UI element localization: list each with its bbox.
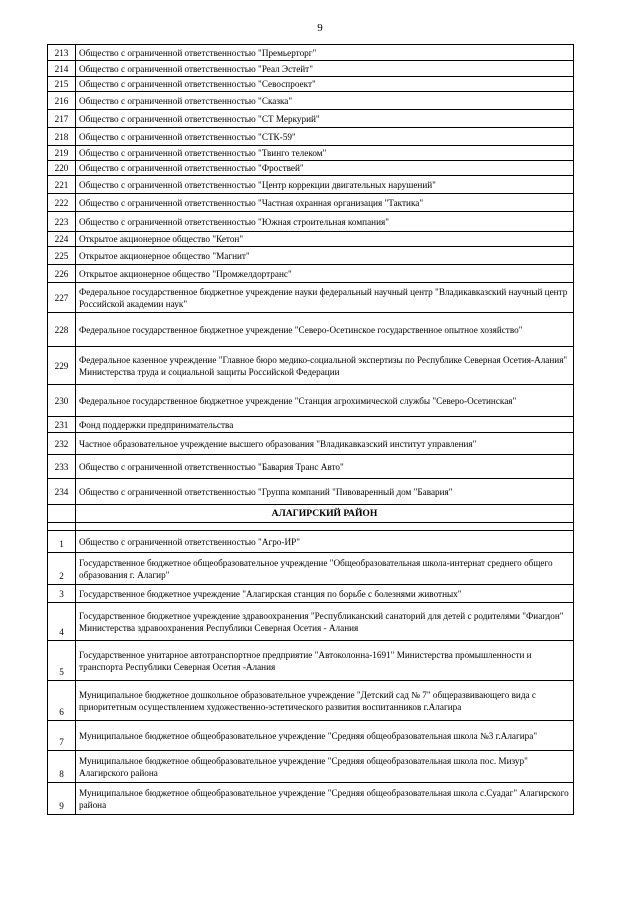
row-number: 221: [48, 176, 76, 194]
organization-name: Федеральное государственное бюджетное учреждение науки федеральный научный центр "Владикавказский научный центр Российской академии наук": [76, 283, 574, 313]
table-row: [48, 313, 574, 347]
organizations-table: [47, 44, 574, 815]
organization-name: Общество с ограниченной ответственностью "Группа компаний "Пивоваренный дом "Бавария": [76, 479, 574, 505]
table-row: [48, 110, 574, 128]
organization-name: Общество с ограниченной ответственностью "Бавария Транс Авто": [76, 455, 574, 479]
organization-name: Общество с ограниченной ответственностью "Премьерторг": [76, 45, 574, 61]
organization-name: Общество с ограниченной ответственностью "Сказка": [76, 92, 574, 110]
row-number: 216: [48, 92, 76, 110]
table-row: [48, 641, 574, 681]
row-number: 222: [48, 194, 76, 212]
section-header-row: [48, 505, 574, 523]
table-row: [48, 531, 574, 553]
section-title: АЛАГИРСКИЙ РАЙОН: [76, 505, 574, 523]
organization-name: Государственное бюджетное учреждение "Алагирская станция по борьбе с болезнями животных": [76, 585, 574, 603]
row-number: 230: [48, 385, 76, 417]
table-row: [48, 194, 574, 212]
table-row: [48, 455, 574, 479]
organization-name: Муниципальное бюджетное общеобразовательное учреждение "Средняя общеобразовательная школа пос. Мизур" Алагирского района: [76, 751, 574, 783]
row-number: 234: [48, 479, 76, 505]
blank-row: [48, 523, 574, 531]
alagir-district-list: [48, 531, 574, 815]
table-row: [48, 553, 574, 585]
row-number: 233: [48, 455, 76, 479]
table-row: [48, 479, 574, 505]
row-number: 220: [48, 161, 76, 176]
row-number: 6: [48, 681, 76, 721]
row-number: 9: [48, 783, 76, 815]
organization-name: Муниципальное бюджетное общеобразовательное учреждение "Средняя общеобразовательная школа с.Суадаг" Алагирского района: [76, 783, 574, 815]
section-header-group: [48, 505, 574, 531]
row-number: 5: [48, 641, 76, 681]
organization-name: Частное образовательное учреждение высшего образования "Владикавказский институт управления": [76, 433, 574, 455]
table-row: [48, 283, 574, 313]
organization-name: Открытое акционерное общество "Кетон": [76, 232, 574, 247]
table-row: [48, 603, 574, 641]
organization-name: Общество с ограниченной ответственностью "Фроствей": [76, 161, 574, 176]
row-number: 3: [48, 585, 76, 603]
organizations-list-continued: [48, 45, 574, 505]
table-row: [48, 265, 574, 283]
row-number: 226: [48, 265, 76, 283]
table-row: [48, 128, 574, 146]
table-row: [48, 45, 574, 61]
table-row: [48, 146, 574, 161]
table-row: [48, 347, 574, 385]
row-number: 232: [48, 433, 76, 455]
organization-name: Общество с ограниченной ответственностью "Частная охранная организация "Тактика": [76, 194, 574, 212]
row-number: 227: [48, 283, 76, 313]
table-row: [48, 751, 574, 783]
table-row: [48, 61, 574, 77]
row-number: 213: [48, 45, 76, 61]
table-row: [48, 232, 574, 247]
row-number: 215: [48, 77, 76, 92]
row-number: 1: [48, 531, 76, 553]
organization-name: Общество с ограниченной ответственностью "Севоспроект": [76, 77, 574, 92]
table-row: [48, 417, 574, 433]
row-number: 223: [48, 212, 76, 232]
table-row: [48, 783, 574, 815]
organization-name: Государственное унитарное автотранспортное предприятие "Автоколонна-1691" Министерства промышленности и транспорта Республики Северная Осетия -Алания: [76, 641, 574, 681]
row-number: 8: [48, 751, 76, 783]
row-number: 7: [48, 721, 76, 751]
organization-name: Общество с ограниченной ответственностью "СТ Меркурий": [76, 110, 574, 128]
organization-name: Муниципальное бюджетное дошкольное образовательное учреждение "Детский сад № 7" общеразвивающего вида с приоритетным осуществлением художественно-эстетического развития воспитанников г.Алагира: [76, 681, 574, 721]
page-number: 9: [317, 22, 323, 34]
organization-name: Общество с ограниченной ответственностью "Агро-ИР": [76, 531, 574, 553]
row-number: 4: [48, 603, 76, 641]
row-number: 217: [48, 110, 76, 128]
organization-name: Федеральное государственное бюджетное учреждение "Станция агрохимической службы "Северо-Осетинская": [76, 385, 574, 417]
row-number: 231: [48, 417, 76, 433]
section-header-num-cell: [48, 505, 76, 523]
organization-name: Федеральное казенное учреждение "Главное бюро медико-социальной экспертизы по Республике Северная Осетия-Алания" Министерства труда и социальной защиты Российской Федерации: [76, 347, 574, 385]
row-number: 218: [48, 128, 76, 146]
organization-name: Государственное бюджетное общеобразовательное учреждение "Общеобразовательная школа-интернат среднего общего образования г. Алагир": [76, 553, 574, 585]
row-number: 228: [48, 313, 76, 347]
table-row: [48, 721, 574, 751]
organization-name: Общество с ограниченной ответственностью "Реал Эстейт": [76, 61, 574, 77]
table-row: [48, 585, 574, 603]
row-number: 214: [48, 61, 76, 77]
organization-name: Государственное бюджетное учреждение здравоохранения "Республиканский санаторий для детей с родителями "Фиагдон" Министерства здравоохранения Республики Северная Осетия - Алания: [76, 603, 574, 641]
row-number: 224: [48, 232, 76, 247]
table-row: [48, 176, 574, 194]
table-row: [48, 385, 574, 417]
table-row: [48, 433, 574, 455]
table-row: [48, 212, 574, 232]
organization-name: Общество с ограниченной ответственностью "Южная строительная компания": [76, 212, 574, 232]
table-row: [48, 247, 574, 265]
row-number: 229: [48, 347, 76, 385]
organization-name: Фонд поддержки предпринимательства: [76, 417, 574, 433]
table-row: [48, 161, 574, 176]
row-number: 219: [48, 146, 76, 161]
organization-name: Общество с ограниченной ответственностью "СТК-59": [76, 128, 574, 146]
organization-name: Открытое акционерное общество "Промжелдортранс": [76, 265, 574, 283]
row-number: 2: [48, 553, 76, 585]
organization-name: Общество с ограниченной ответственностью "Центр коррекции двигательных нарушений": [76, 176, 574, 194]
organization-name: Открытое акционерное общество "Магнит": [76, 247, 574, 265]
table-row: [48, 77, 574, 92]
organization-name: Федеральное государственное бюджетное учреждение "Северо-Осетинское государственное опытное хозяйство": [76, 313, 574, 347]
organization-name: Муниципальное бюджетное общеобразовательное учреждение "Средняя общеобразовательная школа №3 г.Алагира": [76, 721, 574, 751]
table-row: [48, 92, 574, 110]
organization-name: Общество с ограниченной ответственностью "Твинго телеком": [76, 146, 574, 161]
table-row: [48, 681, 574, 721]
row-number: 225: [48, 247, 76, 265]
